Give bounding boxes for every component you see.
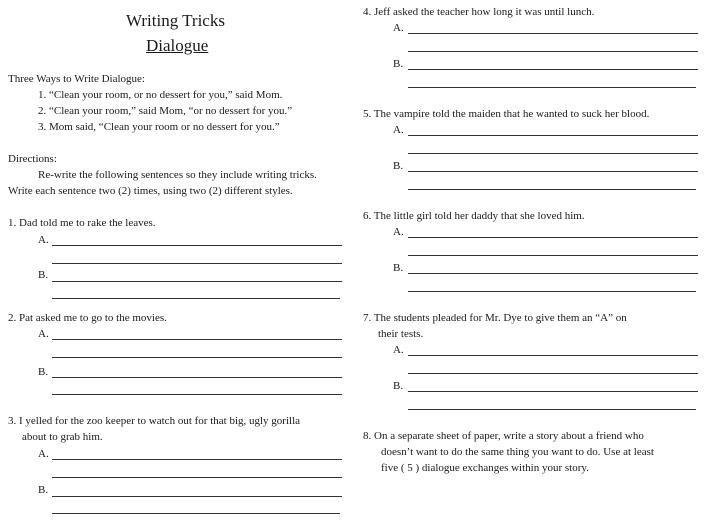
answer-label-b: B. [38, 269, 49, 281]
answer-line[interactable] [408, 409, 696, 410]
directions-heading: Directions: [8, 153, 57, 165]
answer-line[interactable] [408, 153, 698, 154]
answer-line[interactable] [52, 281, 342, 282]
answer-line[interactable] [52, 477, 342, 478]
answer-line[interactable] [52, 245, 342, 246]
answer-line[interactable] [408, 87, 696, 88]
answer-label-b: B. [393, 380, 404, 392]
directions-text: Re-write the following sentences so they include writing tricks. [38, 169, 317, 181]
question-7: 7. The students pleaded for Mr. Dye to give them an “A” on [363, 312, 627, 324]
answer-line[interactable] [408, 391, 698, 392]
question-3-cont: about to grab him. [22, 431, 103, 443]
answer-label-a: A. [38, 328, 49, 340]
question-7-cont: their tests. [378, 328, 424, 340]
intro-heading: Three Ways to Write Dialogue: [8, 73, 145, 85]
answer-line[interactable] [408, 135, 698, 136]
answer-label-a: A. [393, 22, 404, 34]
question-3: 3. I yelled for the zoo keeper to watch out for that big, ugly gorilla [8, 415, 301, 427]
dialogue-way: 3. Mom said, “Clean your room or no dessert for you.” [38, 121, 280, 133]
page-title: Writing Tricks [126, 11, 225, 30]
answer-line[interactable] [408, 189, 696, 190]
question-2: 2. Pat asked me to go to the movies. [8, 312, 167, 324]
question-1: 1. Dad told me to rake the leaves. [8, 217, 156, 229]
answer-line[interactable] [52, 298, 340, 299]
answer-label-a: A. [38, 234, 49, 246]
question-8: 8. On a separate sheet of paper, write a story about a friend who [363, 430, 644, 442]
page-subtitle: Dialogue [146, 36, 209, 55]
question-8-cont: five ( 5 ) dialogue exchanges within your story. [381, 462, 589, 474]
question-4: 4. Jeff asked the teacher how long it was until lunch. [363, 6, 595, 18]
answer-label-b: B. [393, 262, 404, 274]
answer-line[interactable] [52, 394, 342, 395]
answer-label-b: B. [393, 58, 404, 70]
question-8-cont: doesn’t want to do the same thing you want to do. Use at least [381, 446, 654, 458]
answer-label-b: B. [38, 366, 49, 378]
answer-label-a: A. [393, 226, 404, 238]
answer-label-b: B. [393, 160, 404, 172]
question-5: 5. The vampire told the maiden that he wanted to suck her blood. [363, 108, 650, 120]
answer-line[interactable] [408, 355, 698, 356]
answer-line[interactable] [52, 263, 342, 264]
answer-line[interactable] [408, 33, 698, 34]
answer-line[interactable] [408, 291, 696, 292]
answer-line[interactable] [408, 273, 698, 274]
answer-line[interactable] [408, 171, 698, 172]
answer-label-b: B. [38, 484, 49, 496]
answer-line[interactable] [408, 69, 698, 70]
answer-line[interactable] [52, 377, 342, 378]
answer-line[interactable] [52, 496, 342, 497]
answer-line[interactable] [52, 459, 342, 460]
answer-line[interactable] [408, 255, 698, 256]
question-6: 6. The little girl told her daddy that she loved him. [363, 210, 585, 222]
answer-label-a: A. [393, 344, 404, 356]
answer-line[interactable] [52, 339, 342, 340]
answer-line[interactable] [408, 51, 698, 52]
dialogue-way: 1. “Clean your room, or no dessert for you,” said Mom. [38, 89, 283, 101]
answer-line[interactable] [52, 357, 342, 358]
answer-line[interactable] [408, 237, 698, 238]
answer-line[interactable] [408, 373, 698, 374]
directions-text: Write each sentence two (2) times, using two (2) different styles. [8, 185, 293, 197]
dialogue-way: 2. “Clean your room,” said Mom, “or no dessert for you.” [38, 105, 293, 117]
answer-label-a: A. [393, 124, 404, 136]
answer-label-a: A. [38, 448, 49, 460]
answer-line[interactable] [52, 513, 340, 514]
